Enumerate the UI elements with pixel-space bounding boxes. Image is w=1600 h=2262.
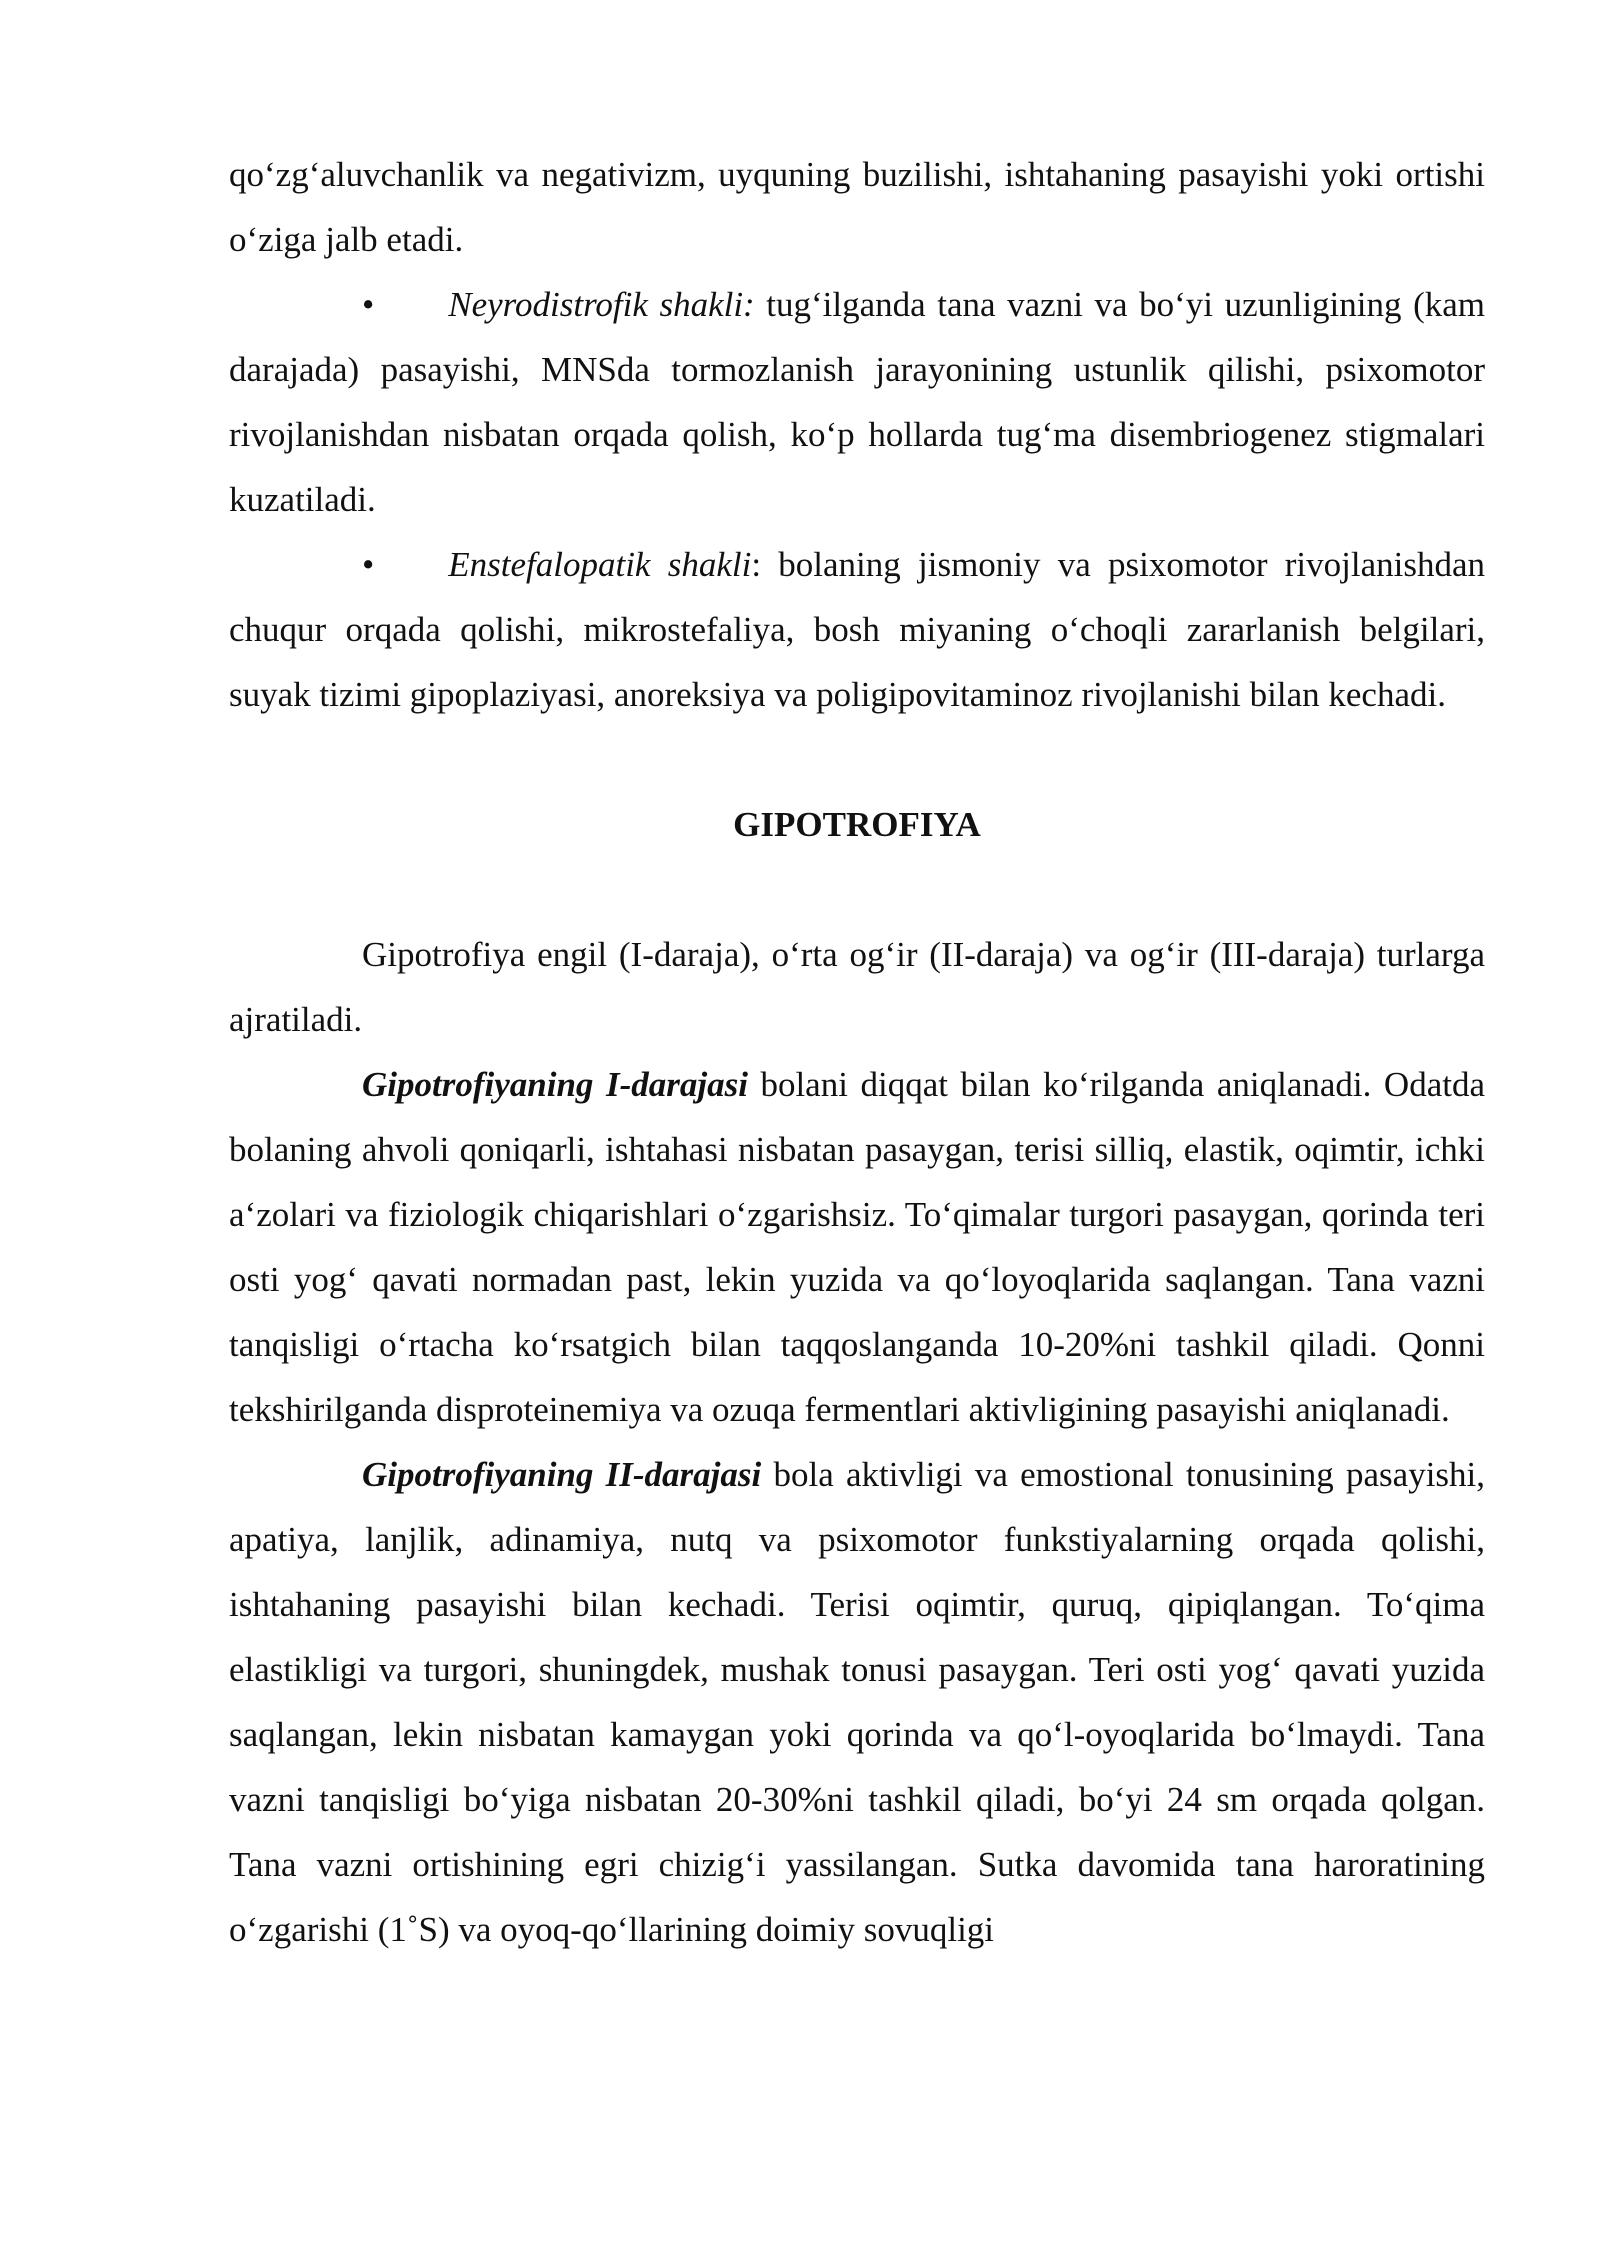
bullet-item-neyrodistrofik — [229, 272, 1485, 532]
paragraph-text: qo‘zg‘aluvchanlik va negativizm, uyquning buzilishi, ishtahaning pasayishi yoki ortishi o‘ziga jalb etadi. — [229, 155, 1485, 259]
degree-term: Gipotrofiyaning II-darajasi — [362, 1455, 762, 1494]
bullet-text: : bolaning jismoniy va psixomotor rivojlanishdan chuqur orqada qolishi, mikrostefaliya, bosh miyaning o‘choqli zararlanish belgilari, suyak tizimi gipoplaziyasi, anoreksiya va poligipovitaminoz rivojlanishi bilan kechadi. — [229, 545, 1485, 714]
spacer — [229, 857, 1485, 922]
paragraph-text: bola aktivligi va emostional tonusining pasayishi, apatiya, lanjlik, adinamiya, nutq va psixomotor funkstiyalarning orqada qolishi, ishtahaning pasayishi bilan kechadi. Terisi oqimtir, quruq, qipiqlangan. To‘qima elastikligi va turgori, shuningdek, mushak tonusi pasaygan. Teri osti yog‘ qavati yuzida saqlangan, lekin nisbatan kamaygan yoki qorinda va qo‘l-oyoqlarida bo‘lmaydi. Tana vazni tanqisligi bo‘yiga nisbatan 20-30%ni tashkil qiladi, bo‘yi 24 sm orqada qolgan. Tana vazni ortishining egri chizig‘i yassilangan. Sutka davomida tana haroratining o‘zgarishi (1˚S) va oyoq-qo‘llarining doimiy sovuqligi — [229, 1455, 1486, 1949]
section-heading: GIPOTROFIYA — [733, 805, 981, 844]
bullet-item-enstefalopatik — [229, 532, 1485, 727]
paragraph-continuation — [229, 142, 1485, 272]
bullet-marker: • — [362, 545, 375, 584]
paragraph-degree-2 — [229, 1442, 1485, 1962]
document-page — [229, 142, 1485, 1962]
bullet-marker: • — [362, 285, 375, 324]
degree-term: Gipotrofiyaning I-darajasi — [362, 1065, 748, 1104]
paragraph-intro — [229, 922, 1485, 1052]
spacer — [229, 727, 1485, 792]
bullet-text: tug‘ilganda tana vazni va bo‘yi uzunligining (kam darajada) pasayishi, MNSda tormozlanish jarayonining ustunlik qilishi, psixomotor rivojlanishdan nisbatan orqada qolish, ko‘p hollarda tug‘ma disembriogenez stigmalari kuzatiladi. — [229, 285, 1485, 519]
bullet-term: Neyrodistrofik shakli: — [448, 285, 755, 324]
paragraph-text: Gipotrofiya engil (I-daraja), o‘rta og‘ir (II-daraja) va og‘ir (III-daraja) turlarga ajratiladi. — [229, 935, 1485, 1039]
bullet-term: Enstefalopatik shakli — [448, 545, 752, 584]
paragraph-text: bolani diqqat bilan ko‘rilganda aniqlanadi. Odatda bolaning ahvoli qoniqarli, ishtahasi nisbatan pasaygan, terisi silliq, elastik, oqimtir, ichki a‘zolari va fiziologik chiqarishlari o‘zgarishsiz. To‘qimalar turgori pasaygan, qorinda teri osti yog‘ qavati normadan past, lekin yuzida va qo‘loyoqlarida saqlangan. Tana vazni tanqisligi o‘rtacha ko‘rsatgich bilan taqqoslanganda 10-20%ni tashkil qiladi. Qonni tekshirilganda disproteinemiya va ozuqa fermentlari aktivligining pasayishi aniqlanadi. — [229, 1065, 1485, 1429]
paragraph-degree-1 — [229, 1052, 1485, 1442]
